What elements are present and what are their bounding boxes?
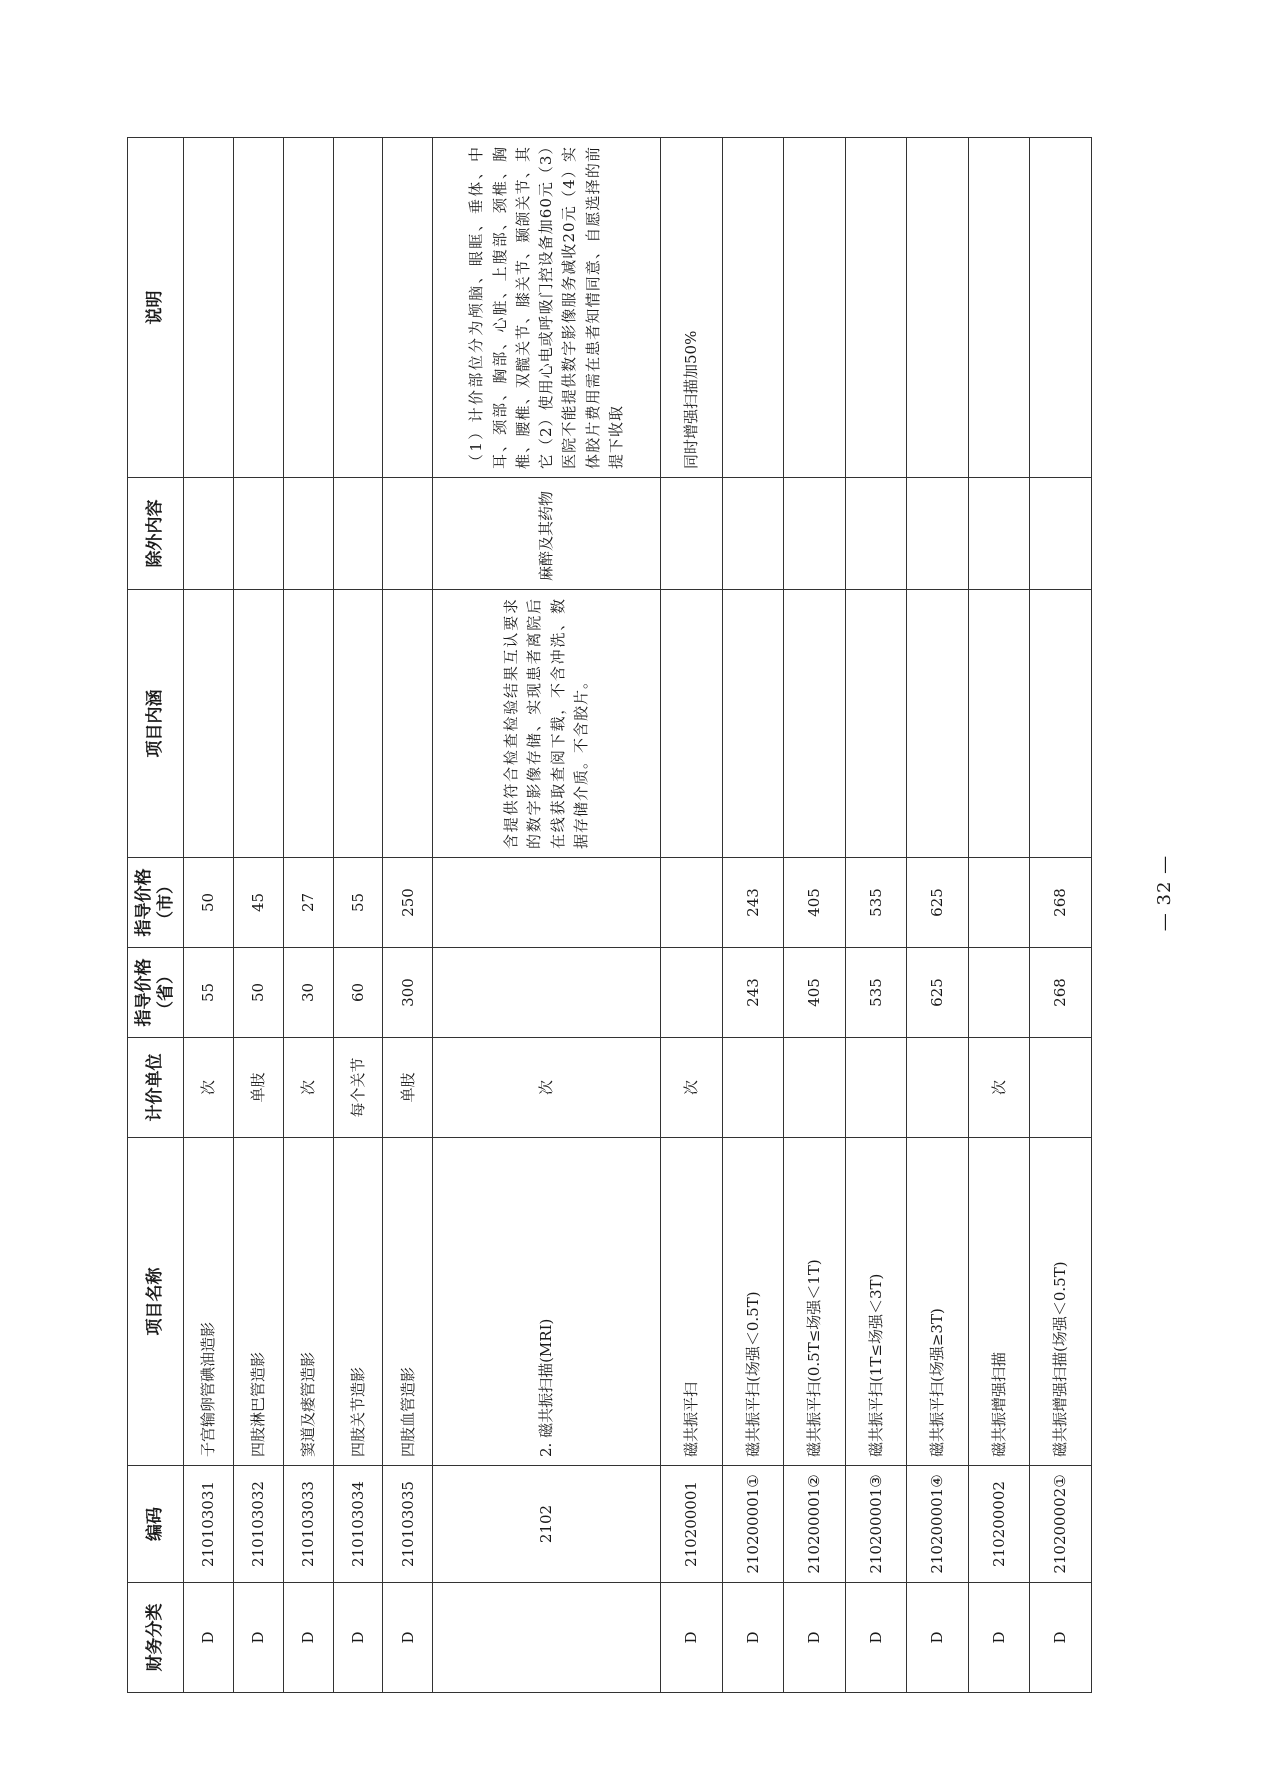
cell-price-province [433,948,661,1038]
cell-notes [383,138,433,478]
cell-notes [907,138,969,478]
cell-price-city: 55 [333,858,383,948]
cell-content [333,590,383,858]
table-row [383,138,433,1693]
cell-price-city: 405 [784,858,846,948]
cell-unit [722,1038,784,1138]
table-row [907,138,969,1693]
cell-code: 2102 [433,1466,661,1583]
cell-category: D [333,1583,383,1693]
cell-category: D [722,1583,784,1693]
cell-category: D [1030,1583,1092,1693]
table-row [968,138,1030,1693]
cell-notes [1030,138,1092,478]
cell-code: 210103032 [233,1466,283,1583]
cell-exclusions [907,478,969,590]
cell-exclusions [383,478,433,590]
cell-name: 磁共振平扫(1T≤场强＜3T) [845,1138,907,1466]
cell-unit [907,1038,969,1138]
table-row [661,138,723,1693]
cell-unit: 单肢 [383,1038,433,1138]
cell-name: 磁共振平扫 [661,1138,723,1466]
cell-notes [845,138,907,478]
cell-content [383,590,433,858]
header-content: 项目内涵 [128,590,184,858]
cell-content [184,590,234,858]
cell-code: 210200002① [1030,1466,1092,1583]
cell-category: D [968,1583,1030,1693]
cell-price-province: 535 [845,948,907,1038]
table-header-row [128,138,184,1693]
cell-notes [333,138,383,478]
cell-price-city [433,858,661,948]
cell-exclusions [233,478,283,590]
cell-price-city [661,858,723,948]
cell-unit: 次 [184,1038,234,1138]
cell-name: 四肢淋巴管造影 [233,1138,283,1466]
cell-unit: 次 [283,1038,333,1138]
cell-name: 四肢血管造影 [383,1138,433,1466]
cell-unit: 单肢 [233,1038,283,1138]
cell-exclusions [661,478,723,590]
cell-content [968,590,1030,858]
header-price-province: 指导价格 （省） [128,948,184,1038]
cell-notes [184,138,234,478]
cell-content [722,590,784,858]
table-row [845,138,907,1693]
table-row [233,138,283,1693]
cell-price-city: 50 [184,858,234,948]
cell-exclusions [784,478,846,590]
cell-category: D [845,1583,907,1693]
cell-price-province: 55 [184,948,234,1038]
cell-price-province: 405 [784,948,846,1038]
cell-price-province: 625 [907,948,969,1038]
cell-exclusions [722,478,784,590]
cell-price-province: 60 [333,948,383,1038]
cell-name: 磁共振增强扫描 [968,1138,1030,1466]
cell-content [784,590,846,858]
cell-category: D [784,1583,846,1693]
cell-price-province: 243 [722,948,784,1038]
price-table [127,137,1092,1693]
cell-content [661,590,723,858]
cell-price-city: 45 [233,858,283,948]
cell-content [233,590,283,858]
cell-unit: 每个关节 [333,1038,383,1138]
cell-unit [784,1038,846,1138]
cell-notes: 同时增强扫描加50% [661,138,723,478]
cell-code: 210103033 [283,1466,333,1583]
header-exclusions: 除外内容 [128,478,184,590]
table-row [1030,138,1092,1693]
cell-notes [233,138,283,478]
cell-price-province [968,948,1030,1038]
cell-name: 2. 磁共振扫描(MRI) [433,1138,661,1466]
cell-price-province: 268 [1030,948,1092,1038]
cell-price-province: 300 [383,948,433,1038]
cell-price-province: 50 [233,948,283,1038]
cell-content [907,590,969,858]
cell-name: 磁共振平扫(0.5T≤场强＜1T) [784,1138,846,1466]
cell-notes [283,138,333,478]
cell-category: D [184,1583,234,1693]
cell-price-province: 30 [283,948,333,1038]
cell-unit: 次 [968,1038,1030,1138]
cell-name: 磁共振平扫(场强≥3T) [907,1138,969,1466]
cell-code: 210200002 [968,1466,1030,1583]
cell-exclusions: 麻醉及其药物 [433,478,661,590]
header-unit: 计价单位 [128,1038,184,1138]
cell-notes [968,138,1030,478]
cell-price-city: 535 [845,858,907,948]
cell-price-city [968,858,1030,948]
cell-price-city: 268 [1030,858,1092,948]
cell-content [845,590,907,858]
cell-category [433,1583,661,1693]
table-row [433,138,661,1693]
table-row [283,138,333,1693]
cell-notes: （1）计价部位分为颅脑、眼眶、垂体、中耳、颈部、胸部、心脏、上腹部、颈椎、胸椎、腰椎、双髋关节、膝关节、颞颌关节、其它（2）使用心电或呼吸门控设备加60元（3）医院不能提供数字影像服务减收20元（4）实体胶片费用需在患者知情同意、自愿选择的前提下收取 [433,138,661,478]
cell-code: 210103035 [383,1466,433,1583]
cell-unit [845,1038,907,1138]
cell-price-city: 27 [283,858,333,948]
cell-code: 210200001④ [907,1466,969,1583]
cell-category: D [283,1583,333,1693]
table-row [722,138,784,1693]
cell-unit: 次 [433,1038,661,1138]
cell-name: 磁共振增强扫描(场强＜0.5T) [1030,1138,1092,1466]
cell-category: D [907,1583,969,1693]
cell-price-province [661,948,723,1038]
rotated-page-content [127,138,1092,1693]
page-number: — 32 — [1154,854,1175,932]
cell-content: 含提供符合检查检验结果互认要求的数字影像存储、实现患者离院后在线获取查阅下载，不含冲洗、数据存储介质。不含胶片。 [433,590,661,858]
header-price-city: 指导价格 （市） [128,858,184,948]
cell-unit [1030,1038,1092,1138]
table-row [333,138,383,1693]
cell-code: 210200001① [722,1466,784,1583]
cell-exclusions [968,478,1030,590]
cell-exclusions [283,478,333,590]
cell-exclusions [1030,478,1092,590]
cell-category: D [383,1583,433,1693]
cell-code: 210103034 [333,1466,383,1583]
cell-price-city: 625 [907,858,969,948]
table-row [184,138,234,1693]
cell-name: 子宫输卵管碘油造影 [184,1138,234,1466]
cell-category: D [233,1583,283,1693]
header-code: 编码 [128,1466,184,1583]
cell-content [283,590,333,858]
cell-code: 210200001② [784,1466,846,1583]
header-notes: 说明 [128,138,184,478]
cell-name: 磁共振平扫(场强＜0.5T) [722,1138,784,1466]
cell-exclusions [333,478,383,590]
cell-notes [784,138,846,478]
header-category: 财务分类 [128,1583,184,1693]
cell-price-city: 250 [383,858,433,948]
header-name: 项目名称 [128,1138,184,1466]
cell-content [1030,590,1092,858]
cell-code: 210200001③ [845,1466,907,1583]
cell-name: 四肢关节造影 [333,1138,383,1466]
cell-code: 210200001 [661,1466,723,1583]
cell-category: D [661,1583,723,1693]
cell-unit: 次 [661,1038,723,1138]
cell-name: 窦道及瘘管造影 [283,1138,333,1466]
cell-code: 210103031 [184,1466,234,1583]
cell-exclusions [184,478,234,590]
cell-price-city: 243 [722,858,784,948]
table-row [784,138,846,1693]
cell-exclusions [845,478,907,590]
cell-notes [722,138,784,478]
